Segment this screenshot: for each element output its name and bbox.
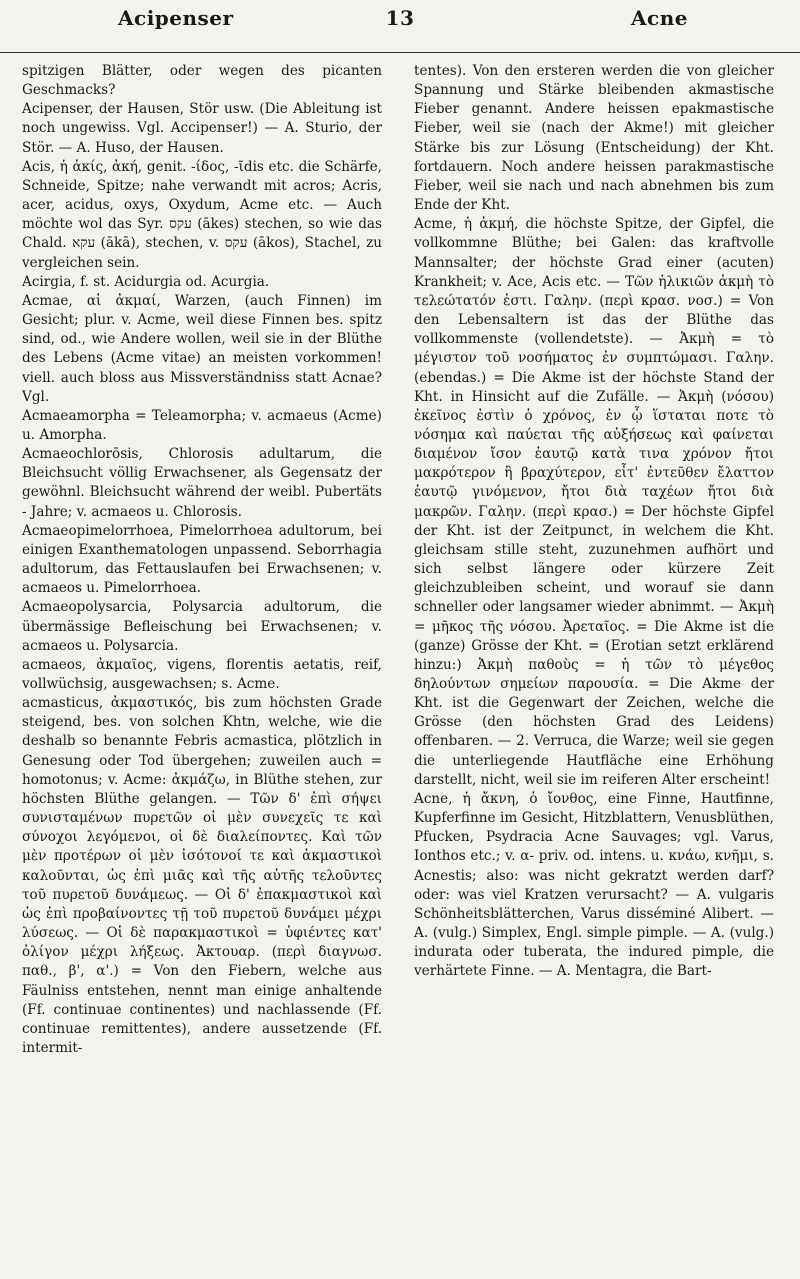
entry-acipenser: Acipenser, der Hausen, Stör usw. (Die Ableitung ist noch ungewiss. Vgl. Accipenser!) — A. Sturio, der Stör. — A. Huso, der Hausen. [22, 101, 382, 156]
entry-continuation: spitzigen Blätter, oder wegen des picanten Geschmacks? [22, 63, 382, 99]
entry-acmae: Acmae, αἱ ἀκμαί, Warzen, (auch Finnen) im Gesicht; plur. v. Acme, weil diese Finnen bes. spitz sind, od., wie Andere wollen, weil sie in der Blüthe des Lebens (Acme vitae) an meisten vorkommen! viell. auch bloss aus Missverständniss statt Acnae? Vgl. [22, 292, 382, 405]
entry-acmaeochlorosis: Acmaeochlorōsis, Chlorosis adultarum, die Bleichsucht völlig Erwachsener, als Gegensatz der gewöhnl. Bleichsucht während der weibl. Pubertäts - Jahre; v. acmaeos u. Chlorosis. [22, 446, 382, 520]
entry-acmaeos: acmaeos, ἀκμαῖος, vigens, florentis aetatis, reif, vollwüchsig, ausgewachsen; s. Acme. [22, 656, 382, 692]
entry-acis: Acis, ἡ ἀκίς, ἀκή, genit. -ίδος, -ῖdis etc. die Schärfe, Schneide, Spitze; nahe verwandt mit acros; Acris, acer, acidus, oxys, Oxydum, Acme etc. — Auch möchte wol das Syr. עקס (ākes) stechen, so wie das Chald. עקא (ākā), stechen, v. עקס (ākos), Stachel, zu vergleichen sein. [22, 158, 382, 271]
entry-acmaeopimelorrhoea: Acmaeopimelorrhoea, Pimelorrhoea adultorum, bei einigen Exanthematologen unpassend. Seborrhagia adultorum, das Fettauslaufen bei Erwachsenen; v. acmaeos u. Pimelorrhoea. [22, 522, 382, 597]
page-header [0, 0, 800, 53]
right-column [414, 62, 774, 982]
entry-acirgia: Acirgia, f. st. Acidurgia od. Acurgia. [22, 273, 270, 290]
entry-acmasticus: acmasticus, ἀκμαστικός, bis zum höchsten Grade steigend, bes. von solchen Khtn, welche, wie die deshalb so benannte Febris acmastica, plötzlich in Genesung oder Tod übergehen; zuweilen auch = homotonus; v. Acme: ἀκμάζω, in Blüthe stehen, zur höchsten Blüthe gelangen. — Τῶν δ' ἐπὶ σήψει συνισταμένων πυρετῶν οἱ μὲν συνεχεῖς τε καὶ σύνοχοι λεγόμενοι, οἱ δὲ διαλείποντες. Καὶ τῶν μὲν προτέρων οἱ μὲν ἰσότονοί τε καὶ ἀκμαστικοὶ καλοῦνται, ὡς ἐπὶ μιᾶς καὶ τῆς αὐτῆς τελοῦντες τοῦ πυρετοῦ δυνάμεως. — Οἱ δ' ἐπακμαστικοὶ καὶ ὡς ἐπὶ προβαίνοντες τῇ τοῦ πυρετοῦ δυνάμει μέχρι λύσεως. — Οἱ δὲ παρακμαστικοὶ = ὑφιέντες κατ' ὀλίγον μέχρι λήξεως. Ἀκτουαρ. (περὶ διαγνωσ. παθ., β', α'.) = Von den Fiebern, welche aus Fäulniss entstehen, nennt man einige anhaltende (Ff. continuae continentes) und nachlassende (Ff. continuae remittentes), andere aussetzende (Ff. intermit- [22, 695, 382, 1056]
header-left-catchword: Acipenser [118, 6, 234, 30]
header-right-catchword: Acne [631, 6, 688, 30]
entry-acne: Acne, ἡ ἄκνη, ὁ ἴονθος, eine Finne, Hautfinne, Kupferfinne im Gesicht, Hitzblattern, Venusblüthen, Pfucken, Psydracia Acne Sauvages; vgl. Varus, Ionthos etc.; v. α- priv. od. intens. u. κνάω, κνῆμι, s. Acnestis; also: was nicht gekratzt werden darf? oder: was viel Kratzen verursacht? — A. vulgaris Schönheitsblätterchen, Varus disséminé Alibert. — A. (vulg.) Simplex, Engl. simple pimple. — A. (vulg.) indurata oder tuberata, the indured pimple, die verhärtete Finne. — A. Mentagra, die Bart- [414, 790, 774, 980]
entry-acmaeopolysarcia: Acmaeopolysarcia, Polysarcia adultorum, die übermässige Befleischung bei Erwachsenen; v. acmaeos u. Polysarcia. [22, 599, 382, 654]
page-number: 13 [385, 6, 415, 30]
entry-acmaeamorpha: Acmaeamorpha = Teleamorpha; v. acmaeus (Acme) u. Amorpha. [22, 407, 382, 443]
entry-acme: Acme, ἡ ἀκμή, die höchste Spitze, der Gipfel, die vollkommne Blüthe; bei Galen: das kraftvolle Mannsalter; der höchste Grad einer (acuten) Krankheit; v. Ace, Acis etc. — Τῶν ἡλικιῶν ἀκμὴ τὸ τελεώτατόν ἐστι. Γαλην. (περὶ κρασ. νοσ.) = Von den Lebensaltern ist das der Blüthe das vollkommenste (vollendetste). — Ἀκμὴ = τὸ μέγιστον τοῦ νοσήματος ἐν συμπτώμασι. Γαλην. (ebendas.) = Die Akme ist der höchste Stand der Kht. in Hinsicht auf die Zufälle. — Ἀκμὴ (νόσου) ἐκεῖνος ἐστὶν ὁ χρόνος, ἐν ᾧ ἵσταται ποτε τὸ νόσημα καὶ παύεται τῆς αὐξήσεως καὶ φαίνεται διαμένον ἴσον ἑαυτῷ κατὰ τινα χρόνον ἤτοι μακρότερον ἢ βραχύτερον, εἶτ' ἐντεῦθεν ἔλαττον ἑαυτῷ γινόμενον, ἤτοι διὰ ταχέων ἤτοι διὰ μακρῶν. Γαλην. (περὶ κρασ.) = Der höchste Gipfel der Kht. ist der Zeitpunct, in welchem die Kht. gleichsam stille steht, zuzunehmen aufhört und sich selbst längere oder kürzere Zeit gleichzubleiben scheint, und worauf sie dann schneller oder langsamer wieder abnimmt. — Ἀκμὴ = μῆκος τῆς νόσου. Ἀρεταῖος. = Die Akme ist die (ganze) Grösse der Kht. = (Erotian setzt erklärend hinzu:) Ἀκμὴ παθοὺς = ἡ τῶν τὸ μέγεθος δηλούντων σημείων παρουσία. = Die Akme der Kht. ist die Gegenwart der Zeichen, welche die Grösse (den höchsten Grad des Leidens) offenbaren. — 2. Verruca, die Warze; weil sie gegen die unterliegende Hautfläche eine Erhöhung darstellt, nicht, weil sie im reiferen Alter erscheint! [414, 216, 774, 788]
entry-acmasticus-continuation: tentes). Von den ersteren werden die von gleicher Spannung und Stärke bleibenden akmastische Fieber genannt. Andere heissen epakmastische Fieber, weil sie (nach der Akme!) mit gleicher Stärke bis zur Lösung (Entscheidung) der Kht. fortdauern. Noch andere heissen parakmastische Fieber, weil sie nach und nach abnehmen bis zum Ende der Kht. [414, 63, 774, 214]
left-column [22, 62, 382, 1058]
